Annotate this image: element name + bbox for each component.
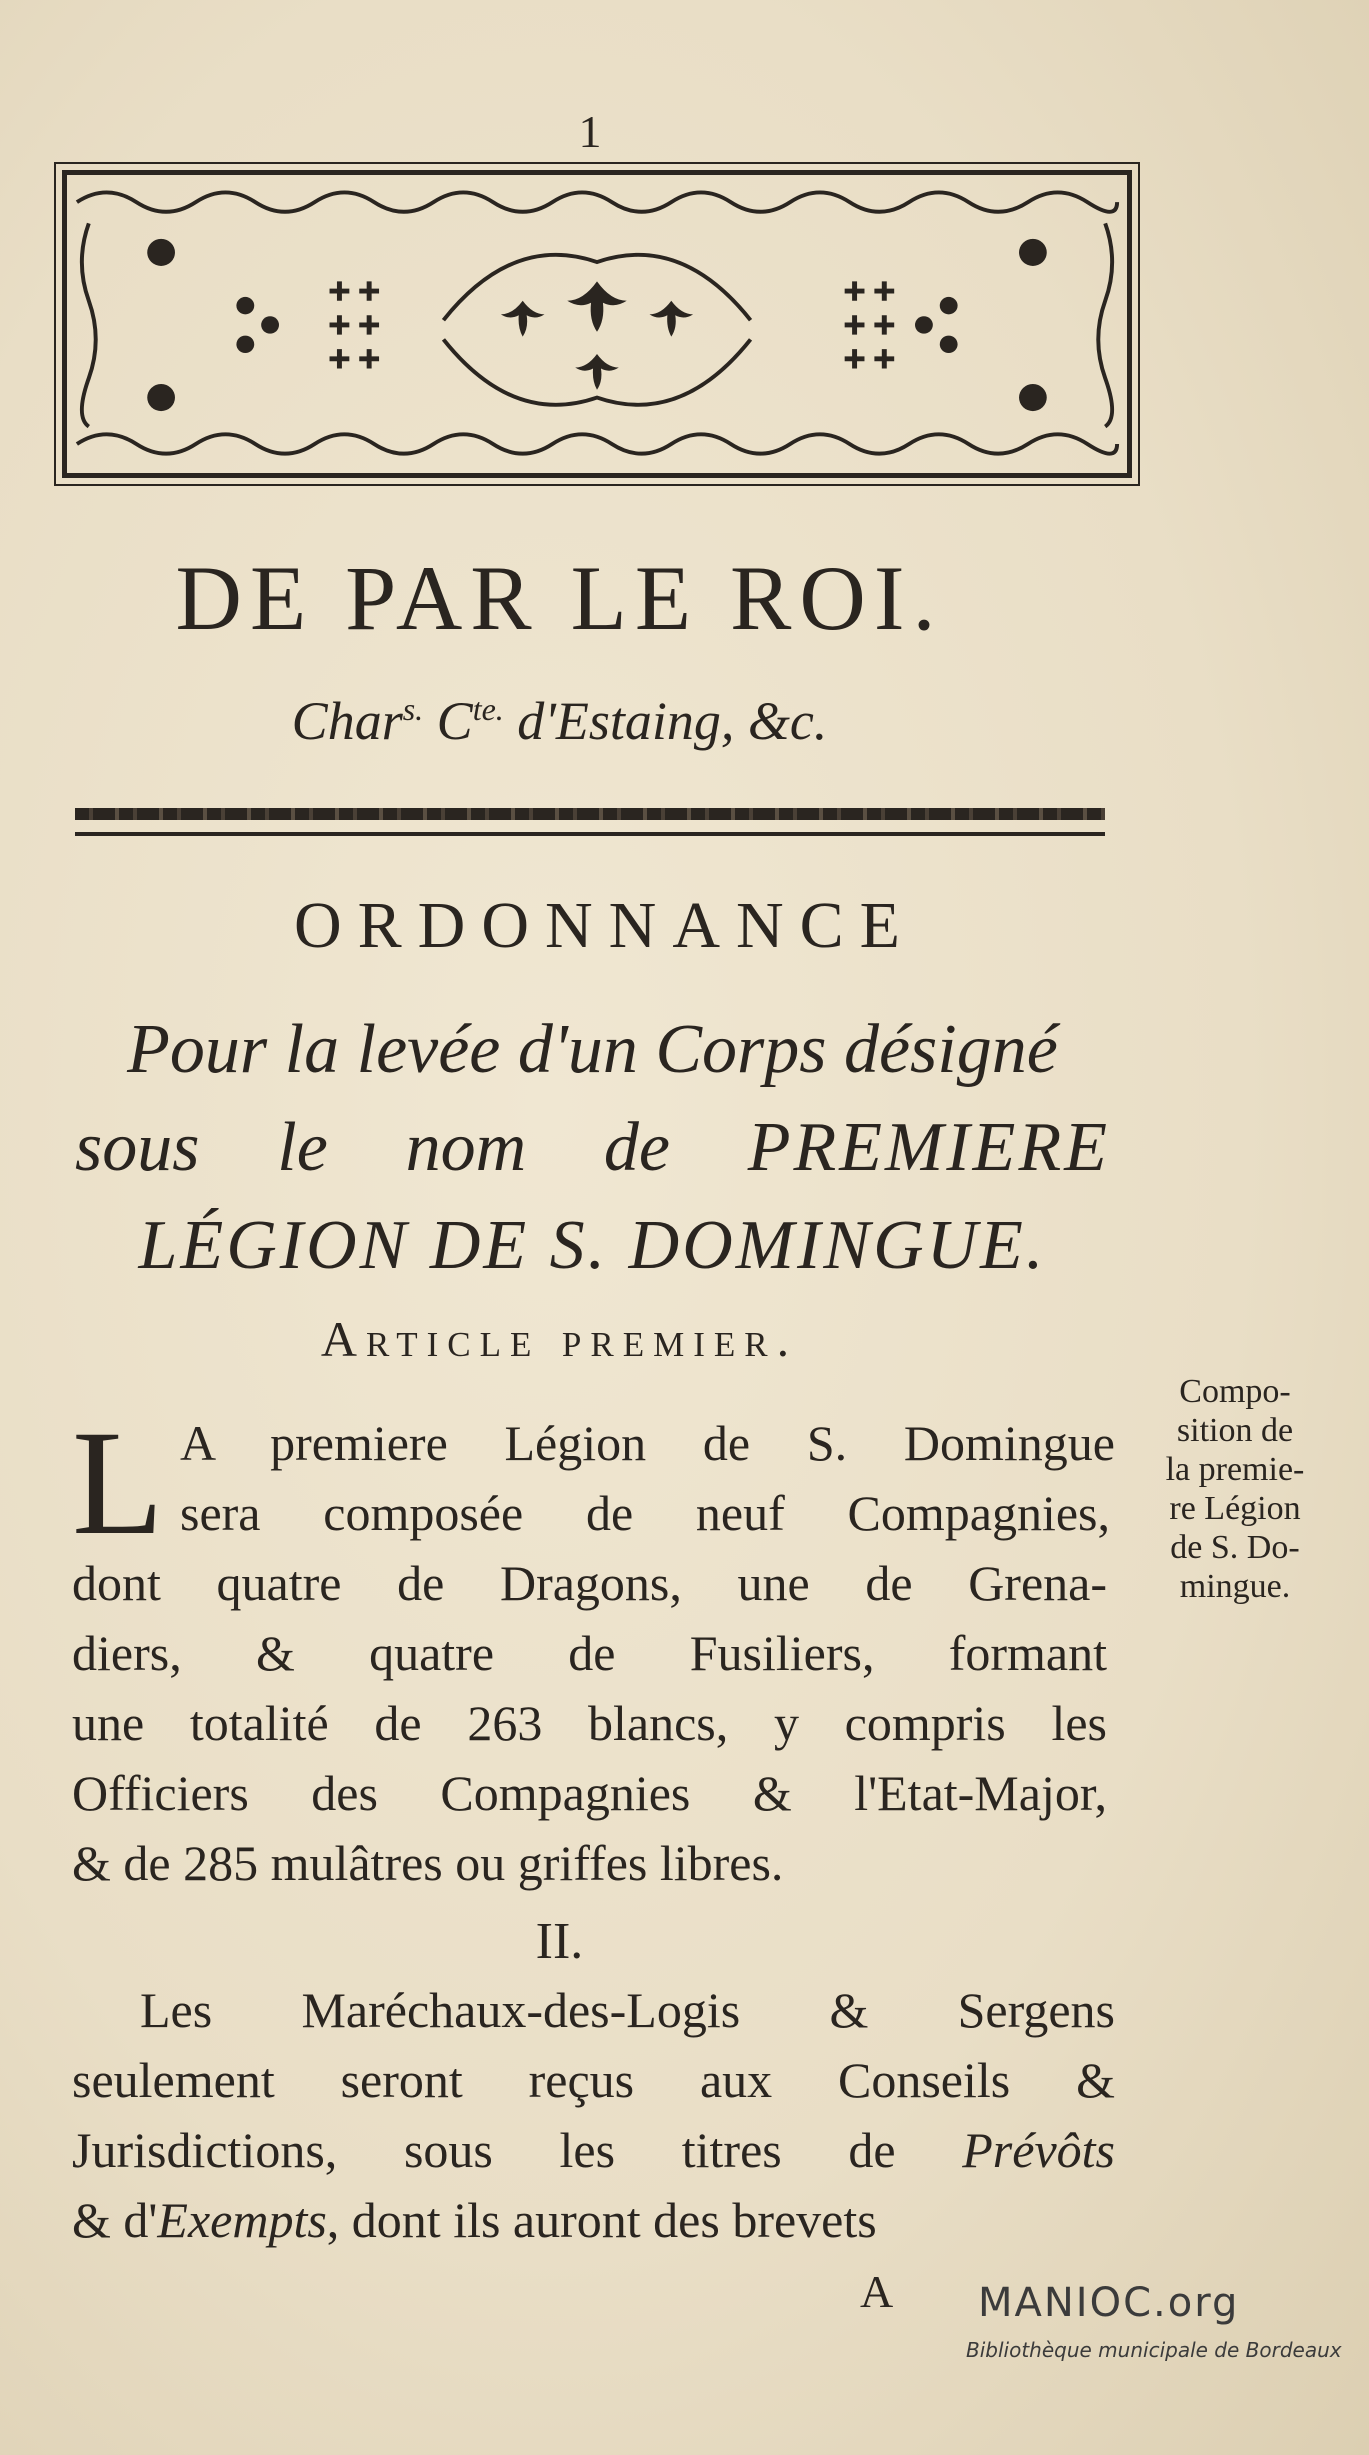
article2-text: Jurisdictions, sous les titres de [72,2122,963,2178]
ornamental-headpiece [62,170,1132,478]
article2-line: Les Maréchaux-des-Logis & Sergens [140,1982,1115,2038]
fleur-de-lis-ornament-icon [67,175,1127,473]
article2-line: seulement seront reçus aux Conseils & [72,2052,1115,2108]
article1-line: une totalité de 263 blancs, y compris les [72,1695,1107,1751]
margin-note-line: de S. Do- [1170,1529,1300,1567]
drop-cap: L [72,1400,164,1566]
margin-note-line: re Légion [1169,1490,1301,1528]
manioc-logo[interactable]: MANIOC.org [978,2280,1240,2326]
article1-line: diers, & quatre de Fusiliers, formant [72,1625,1107,1681]
author-rest: d'Estaing, &c. [503,691,828,751]
catchword: A [860,2266,894,2317]
article1-line: A premiere Légion de S. Domingue [180,1415,1115,1471]
margin-note-line: sition de [1176,1412,1294,1450]
author-prefix: Char [291,691,403,751]
title-line-1: Pour la levée d'un Corps désigné [127,1011,1058,1088]
article2-italic: Prévôts [962,2122,1115,2178]
article2-line [72,2192,1115,2248]
margin-note-line: mingue. [1179,1568,1291,1606]
author-c: C [423,691,473,751]
author-sup-1: s. [402,691,424,727]
author-sup-2: te. [472,691,504,727]
article2-number: II. [535,1913,584,1970]
margin-note [1120,1372,1350,1607]
royal-heading: DE PAR LE ROI. [175,547,944,649]
title-line-2 [75,1108,1110,1188]
article2-italic: Exempts [157,2192,327,2248]
article2-line [72,2122,1115,2178]
title-word: de [603,1109,670,1186]
article1-line: Officiers des Compagnies & l'Etat-Major, [72,1765,1107,1821]
article1-line: & de 285 mulâtres ou griffes libres. [72,1835,784,1891]
margin-note-line: Compo- [1179,1373,1291,1410]
article1-line: sera composée de neuf Compagnies, [180,1485,1110,1541]
title-word: PREMIERE [747,1109,1110,1186]
ordonnance-title: ORDONNANCE [294,889,916,962]
divider [75,832,1105,836]
title-word: sous [75,1109,200,1186]
title-line-3: LÉGION DE S. DOMINGUE. [138,1207,1047,1284]
title-word: le [277,1109,328,1186]
article1-line: dont quatre de Dragons, une de Grena- [72,1555,1107,1611]
author-line [0,690,1119,752]
article-heading: Article premier. [320,1311,799,1367]
page-number: 1 [578,106,602,157]
library-credit: Bibliothèque municipale de Bordeaux [966,2338,1342,2362]
title-word: nom [405,1109,527,1186]
ornamental-rule [75,808,1105,820]
margin-note-line: la premie- [1165,1451,1305,1489]
article2-text: & d' [72,2192,158,2248]
article2-text: , dont ils auront des brevets [326,2192,877,2248]
